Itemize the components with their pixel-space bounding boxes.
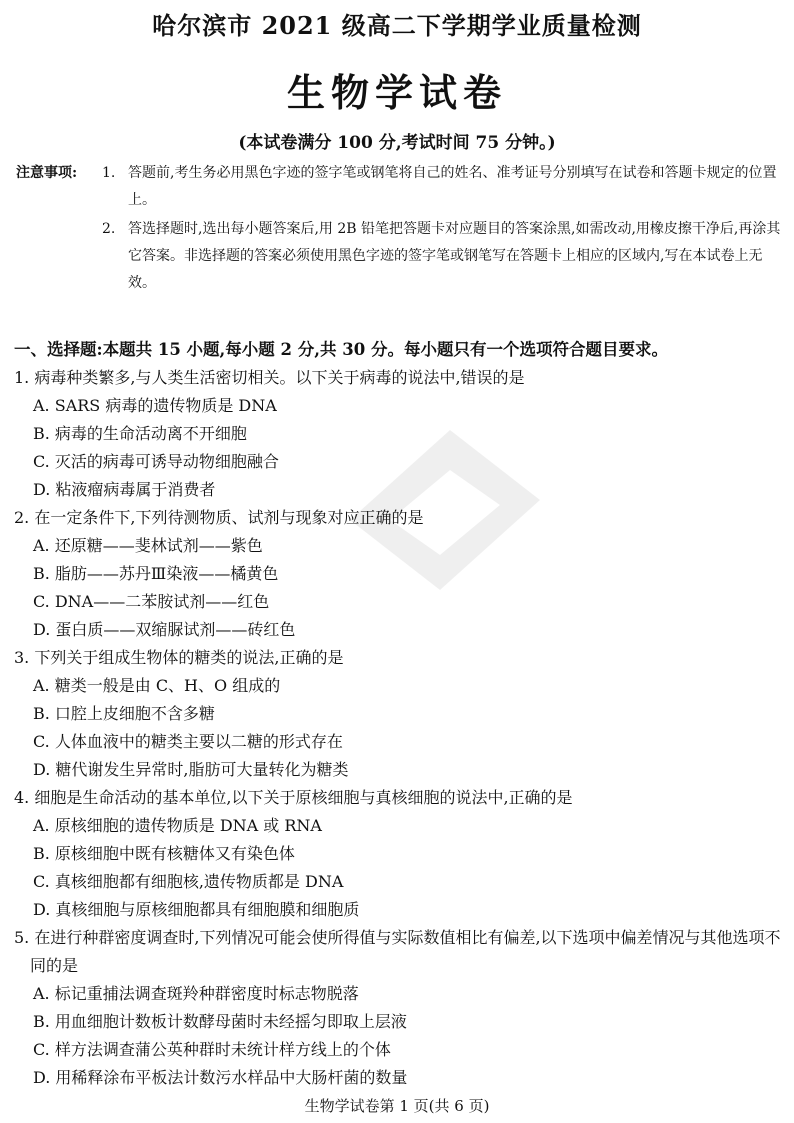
question-stem: 3. 下列关于组成生物体的糖类的说法,正确的是 <box>14 648 344 667</box>
note-item <box>102 160 786 214</box>
header-title: 哈尔滨市 2021 级高二下学期学业质量检测 <box>152 11 642 40</box>
question-option: D. 粘液瘤病毒属于消费者 <box>33 480 216 499</box>
question-option: B. 病毒的生命活动离不开细胞 <box>33 424 247 443</box>
question-option: B. 脂肪——苏丹Ⅲ染液——橘黄色 <box>33 564 279 583</box>
note-number: 1. <box>102 165 116 181</box>
question-option: A. SARS 病毒的遗传物质是 DNA <box>33 396 277 415</box>
question-option: B. 用血细胞计数板计数酵母菌时未经摇匀即取上层液 <box>33 1012 407 1031</box>
question-option: D. 蛋白质——双缩脲试剂——砖红色 <box>33 620 296 639</box>
subject-title: 生物学试卷 <box>286 70 507 115</box>
exam-info: (本试卷满分 100 分,考试时间 75 分钟。) <box>238 133 556 153</box>
question-stem: 4. 细胞是生命活动的基本单位,以下关于原核细胞与真核细胞的说法中,正确的是 <box>14 788 573 807</box>
question-option: C. 灭活的病毒可诱导动物细胞融合 <box>33 452 279 471</box>
question-option: B. 口腔上皮细胞不含多糖 <box>33 704 215 723</box>
note-item <box>102 216 786 297</box>
question-list <box>14 364 784 1092</box>
question-3 <box>14 644 784 784</box>
question-1 <box>14 364 784 504</box>
question-option: C. 真核细胞都有细胞核,遗传物质都是 DNA <box>33 872 344 891</box>
question-option: D. 糖代谢发生异常时,脂肪可大量转化为糖类 <box>33 760 349 779</box>
question-5 <box>14 924 784 1092</box>
question-option: C. 人体血液中的糖类主要以二糖的形式存在 <box>33 732 343 751</box>
note-text: 答题前,考生务必用黑色字迹的签字笔或钢笔将自己的姓名、准考证号分别填写在试卷和答题卡规定的位置上。 <box>128 165 777 208</box>
page-footer: 生物学试卷第 1 页(共 6 页) <box>304 1097 490 1115</box>
section-heading: 一、选择题:本题共 15 小题,每小题 2 分,共 30 分。每小题只有一个选项符合题目要求。 <box>14 340 668 359</box>
question-option: C. DNA——二苯胺试剂——红色 <box>33 592 270 611</box>
question-option: A. 标记重捕法调查斑羚种群密度时标志物脱落 <box>33 984 359 1003</box>
question-2 <box>14 504 784 644</box>
question-stem: 1. 病毒种类繁多,与人类生活密切相关。以下关于病毒的说法中,错误的是 <box>14 368 525 387</box>
question-option: D. 真核细胞与原核细胞都具有细胞膜和细胞质 <box>33 900 360 919</box>
note-number: 2. <box>102 221 116 237</box>
notes-label: 注意事项: <box>16 165 78 181</box>
question-option: C. 样方法调查蒲公英种群时未统计样方线上的个体 <box>33 1040 391 1059</box>
question-option: A. 原核细胞的遗传物质是 DNA 或 RNA <box>33 816 322 835</box>
question-option: D. 用稀释涂布平板法计数污水样品中大肠杆菌的数量 <box>33 1068 408 1087</box>
question-stem: 5. 在进行种群密度调查时,下列情况可能会使所得值与实际数值相比有偏差,以下选项中偏差情况与其他选项不同的是 <box>14 928 781 975</box>
question-stem: 2. 在一定条件下,下列待测物质、试剂与现象对应正确的是 <box>14 508 424 527</box>
question-4 <box>14 784 784 924</box>
question-option: A. 还原糖——斐林试剂——紫色 <box>33 536 263 555</box>
question-option: A. 糖类一般是由 C、H、O 组成的 <box>33 676 281 695</box>
note-text: 答选择题时,选出每小题答案后,用 2B 铅笔把答题卡对应题目的答案涂黑,如需改动,用橡皮擦干净后,再涂其它答案。非选择题的答案必须使用黑色字迹的签字笔或钢笔写在答题卡上相应的区域内,写在本试卷上无效。 <box>128 221 781 291</box>
question-option: B. 原核细胞中既有核糖体又有染色体 <box>33 844 295 863</box>
